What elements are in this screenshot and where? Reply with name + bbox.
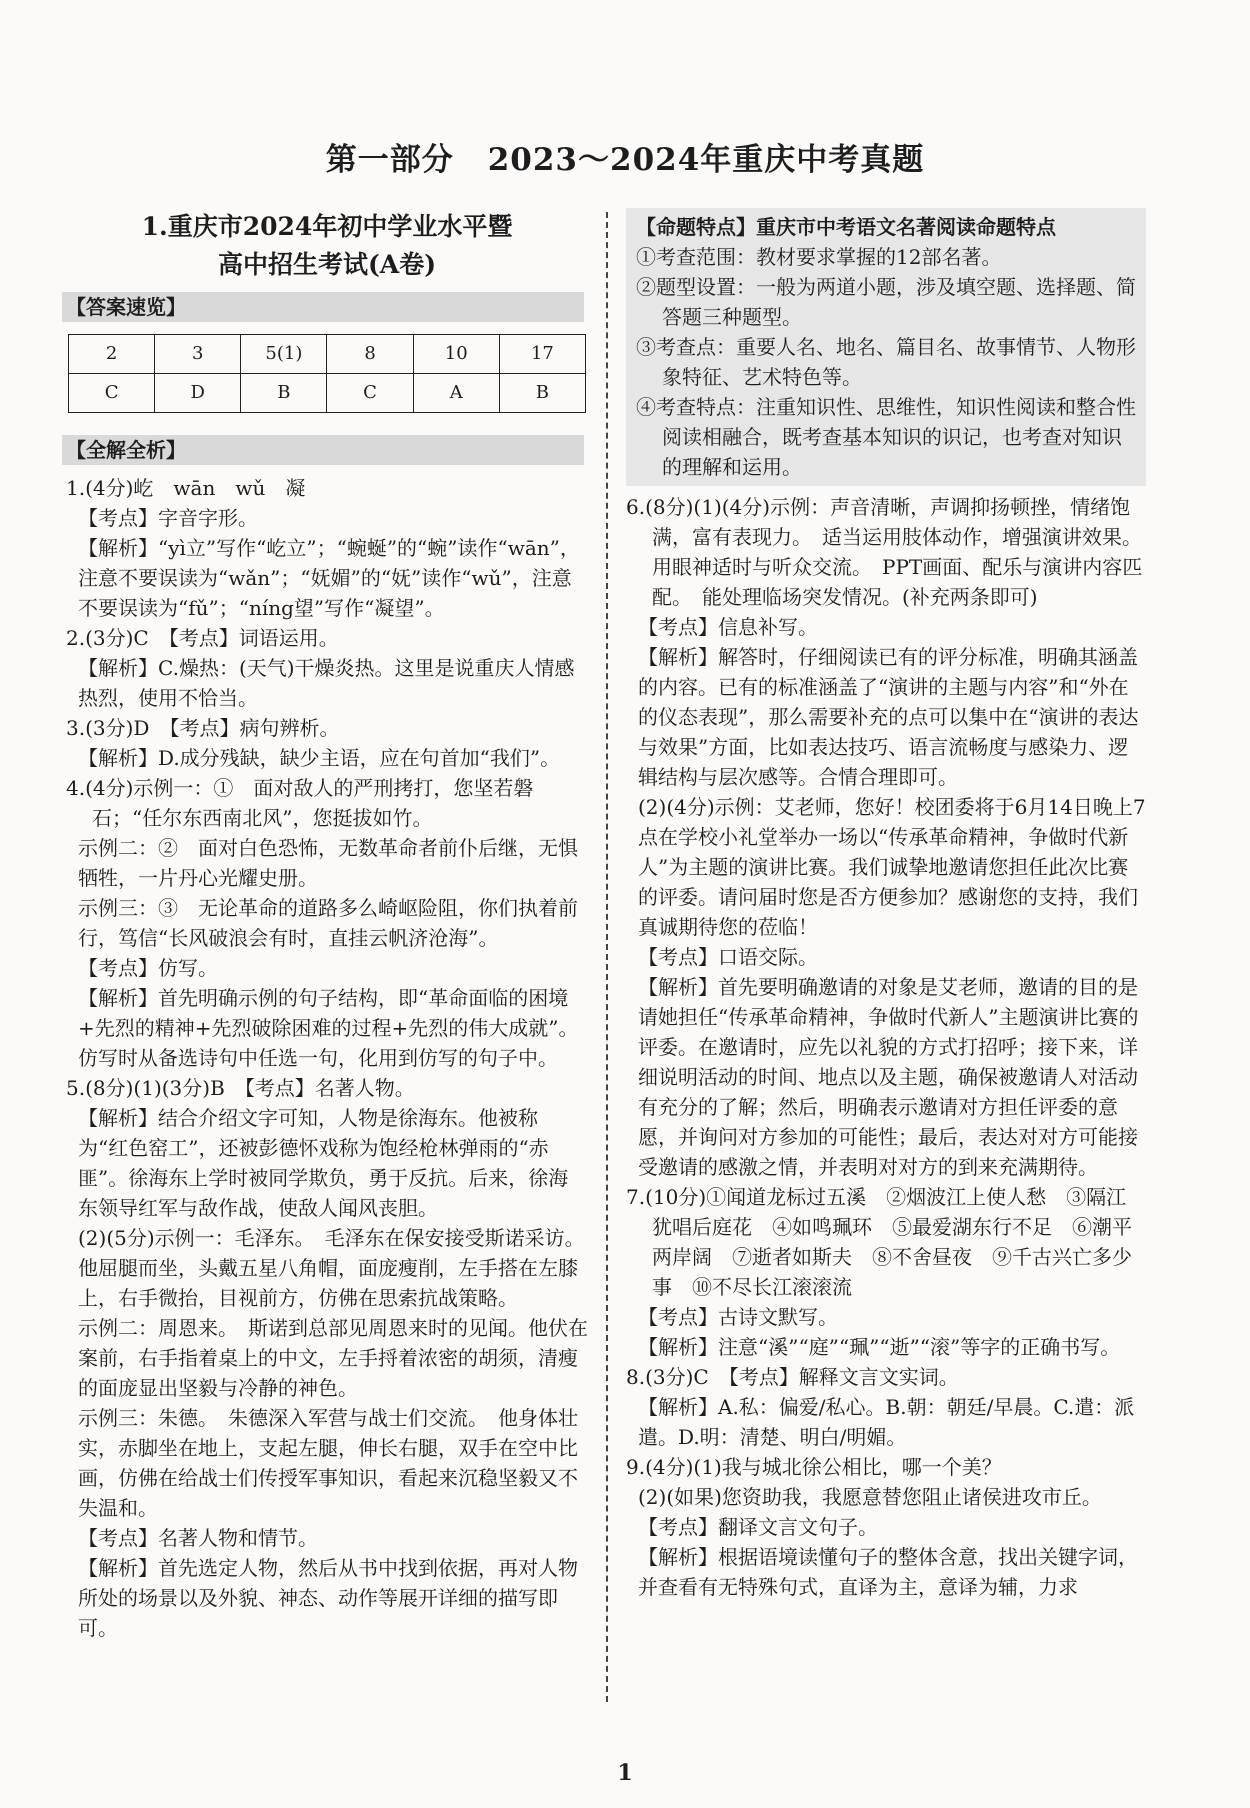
text-line: 【解析】结合介绍文字可知，人物是徐海东。他被称为“红色窑工”，还被彭德怀戏称为饱经枪林弹雨的“赤匪”。徐海东上学时被同学欺负，勇于反抗。后来，徐海东领导红军与敌作战，使敌人闻风丧胆。 bbox=[78, 1106, 569, 1220]
page-number: 1 bbox=[617, 1760, 633, 1786]
text-line: 2.(3分)C 【考点】词语运用。 bbox=[66, 626, 339, 650]
answer-table bbox=[68, 334, 586, 413]
text-line: 【解析】A.私：偏爱/私心。B.朝：朝廷/早晨。C.遣：派遣。D.明：清楚、明白/明媚。 bbox=[638, 1395, 1135, 1449]
exam-feature-item: ①考查范围：教材要求掌握的12部名著。 bbox=[636, 245, 1002, 269]
text-line: 4.(4分)示例一：① 面对敌人的严刑拷打，您坚若磐石；“任尔东西南北风”，您挺拔如竹。 bbox=[66, 776, 534, 830]
text-line: 7.(10分)①闻道龙标过五溪 ②烟波江上使人愁 ③隔江犹唱后庭花 ④如鸣珮环 ⑤最爱湖东行不足 ⑥潮平两岸阔 ⑦逝者如斯夫 ⑧不舍昼夜 ⑨千古兴亡多少事 ⑩不尽长江滚滚流 bbox=[626, 1185, 1132, 1299]
text-line: 8.(3分)C 【考点】解释文言文实词。 bbox=[626, 1365, 959, 1389]
exam-title-line-1: 1.重庆市2024年初中学业水平暨 bbox=[141, 212, 513, 241]
text-line: 【解析】根据语境读懂句子的整体含意，找出关键字词，并查看有无特殊句式，直译为主，意译为辅，力求 bbox=[638, 1545, 1138, 1599]
text-line: 示例三：③ 无论革命的道路多么崎岖险阻，你们执着前行，笃信“长风破浪会有时，直挂云帆济沧海”。 bbox=[78, 896, 578, 950]
answer-q-cell: 2 bbox=[69, 335, 155, 374]
text-line: 【考点】翻译文言文句子。 bbox=[638, 1515, 878, 1539]
text-line: (2)(如果)您资助我，我愿意替您阻止诸侯进攻市丘。 bbox=[638, 1485, 1102, 1509]
analysis-section-header: 【全解全析】 bbox=[62, 435, 584, 465]
answer-a-cell: B bbox=[499, 374, 585, 413]
text-line: (2)(4分)示例：艾老师，您好！校团委将于6月14日晚上7点在学校小礼堂举办一场以“传承革命精神，争做时代新人”为主题的演讲比赛。我们诚挚地邀请您担任此次比赛的评委。请问届时您是否方便参加？感谢您的支持，我们真诚期待您的莅临！ bbox=[638, 795, 1146, 939]
text-line: 【考点】信息补写。 bbox=[638, 615, 818, 639]
answer-a-cell: C bbox=[69, 374, 155, 413]
text-line: 【考点】仿写。 bbox=[78, 956, 218, 980]
column-divider bbox=[606, 212, 608, 1702]
answer-q-cell: 8 bbox=[327, 335, 413, 374]
text-line: 【解析】首先明确示例的句子结构，即“革命面临的困境+先烈的精神+先烈破除困难的过程+先烈的伟大成就”。仿写时从备选诗句中任选一句，化用到仿写的句子中。 bbox=[78, 986, 579, 1070]
answer-table-qrow bbox=[69, 335, 586, 374]
left-body bbox=[66, 473, 595, 1643]
text-line: 示例二：② 面对白色恐怖，无数革命者前仆后继，无惧牺牲，一片丹心光耀史册。 bbox=[78, 836, 578, 890]
answer-section-header: 【答案速览】 bbox=[62, 292, 584, 322]
exam-title-line-2: 高中招生考试(A卷) bbox=[217, 250, 437, 279]
text-line: 【解析】首先要明确邀请的对象是艾老师，邀请的目的是请她担任“传承革命精神，争做时代新人”主题演讲比赛的评委。在邀请时，应先以礼貌的方式打招呼；接下来，详细说明活动的时间、地点以及主题，确保被邀请人对活动有充分的了解；然后，明确表示邀请对方担任评委的意愿，并询问对方参加的可能性；最后，表达对对方可能接受邀请的感激之情，并表明对对方的到来充满期待。 bbox=[638, 975, 1139, 1179]
right-column bbox=[626, 208, 1152, 1602]
text-line: 【考点】名著人物和情节。 bbox=[78, 1526, 318, 1550]
text-line: 示例三：朱德。 朱德深入军营与战士们交流。 他身体壮实，赤脚坐在地上，支起左腿，伸长右腿，双手在空中比画，仿佛在给战士们传授军事知识，看起来沉稳坚毅又不失温和。 bbox=[78, 1406, 578, 1520]
answer-table-arow bbox=[69, 374, 586, 413]
text-line: (2)(5分)示例一：毛泽东。 毛泽东在保安接受斯诺采访。 他屈腿而坐，头戴五星八角帽，面庞瘦削，左手搭在左膝上，右手微抬，目视前方，仿佛在思索抗战策略。 bbox=[78, 1226, 595, 1310]
text-line: 5.(8分)(1)(3分)B 【考点】名著人物。 bbox=[66, 1076, 415, 1100]
text-line: 【解析】C.燥热：(天气)干燥炎热。这里是说重庆人情感热烈，使用不恰当。 bbox=[78, 656, 575, 710]
text-line: 【解析】解答时，仔细阅读已有的评分标准，明确其涵盖的内容。已有的标准涵盖了“演讲的主题与内容”和“外在的仪态表现”，那么需要补充的点可以集中在“演讲的表达与效果”方面，比如表达技巧、语言流畅度与感染力、逻辑结构与层次感等。合情合理即可。 bbox=[638, 645, 1139, 789]
answer-q-cell: 10 bbox=[413, 335, 499, 374]
answer-a-cell: C bbox=[327, 374, 413, 413]
left-column bbox=[66, 208, 595, 1643]
text-line: 3.(3分)D 【考点】病句辨析。 bbox=[66, 716, 340, 740]
answer-a-cell: D bbox=[155, 374, 241, 413]
text-line: 【解析】注意“溪”“庭”“珮”“逝”“滚”等字的正确书写。 bbox=[638, 1335, 1121, 1359]
part-label: 第一部分 bbox=[325, 142, 454, 178]
exam-feature-item: ④考查特点：注重知识性、思维性，知识性阅读和整合性阅读相融合，既考查基本知识的识记，也考查对知识的理解和运用。 bbox=[636, 395, 1136, 479]
answer-a-cell: A bbox=[413, 374, 499, 413]
text-line: 【解析】首先选定人物，然后从书中找到依据，再对人物所处的场景以及外貌、神态、动作等展开详细的描写即可。 bbox=[78, 1556, 578, 1640]
text-line: 9.(4分)(1)我与城北徐公相比，哪一个美？ bbox=[626, 1455, 1002, 1479]
text-line: 1.(4分)屹 wān wǔ 凝 bbox=[66, 476, 306, 500]
text-line: 6.(8分)(1)(4分)示例：声音清晰，声调抑扬顿挫，情绪饱满，富有表现力。 适当运用肢体动作，增强演讲效果。 用眼神适时与听众交流。 PPT画面、配乐与演讲内容匹配。 能处理临场突发情况。(补充两条即可) bbox=[626, 495, 1152, 609]
exam-feature-item: ③考查点：重要人名、地名、篇目名、故事情节、人物形象特征、艺术特色等。 bbox=[636, 335, 1136, 389]
text-line: 【考点】字音字形。 bbox=[78, 506, 258, 530]
text-line: 示例二：周恩来。 斯诺到总部见周恩来时的见闻。他伏在案前，右手指着桌上的中文，左手捋着浓密的胡须，清瘦的面庞显出坚毅与冷静的神色。 bbox=[78, 1316, 588, 1400]
answer-q-cell: 5(1) bbox=[241, 335, 327, 374]
text-line: 【解析】“yì立”写作“屹立”；“蜿蜒”的“蜿”读作“wān”，注意不要误读为“wǎn”；“妩媚”的“妩”读作“wǔ”，注意不要误读为“fǔ”；“níng望”写作“凝望”。 bbox=[78, 536, 580, 620]
page-title bbox=[0, 134, 1250, 179]
answer-q-cell: 3 bbox=[155, 335, 241, 374]
right-body bbox=[626, 492, 1152, 1602]
text-line: 【考点】古诗文默写。 bbox=[638, 1305, 838, 1329]
answer-a-cell: B bbox=[241, 374, 327, 413]
exam-feature-box bbox=[626, 208, 1146, 486]
answer-q-cell: 17 bbox=[499, 335, 585, 374]
exam-title bbox=[66, 208, 588, 284]
exam-feature-item: ②题型设置：一般为两道小题，涉及填空题、选择题、简答题三种题型。 bbox=[636, 275, 1136, 329]
text-line: 【解析】D.成分残缺，缺少主语，应在句首加“我们”。 bbox=[78, 746, 561, 770]
title-main: 2023～2024年重庆中考真题 bbox=[487, 142, 925, 178]
exam-feature-head: 【命题特点】重庆市中考语文名著阅读命题特点 bbox=[636, 215, 1056, 239]
text-line: 【考点】口语交际。 bbox=[638, 945, 818, 969]
